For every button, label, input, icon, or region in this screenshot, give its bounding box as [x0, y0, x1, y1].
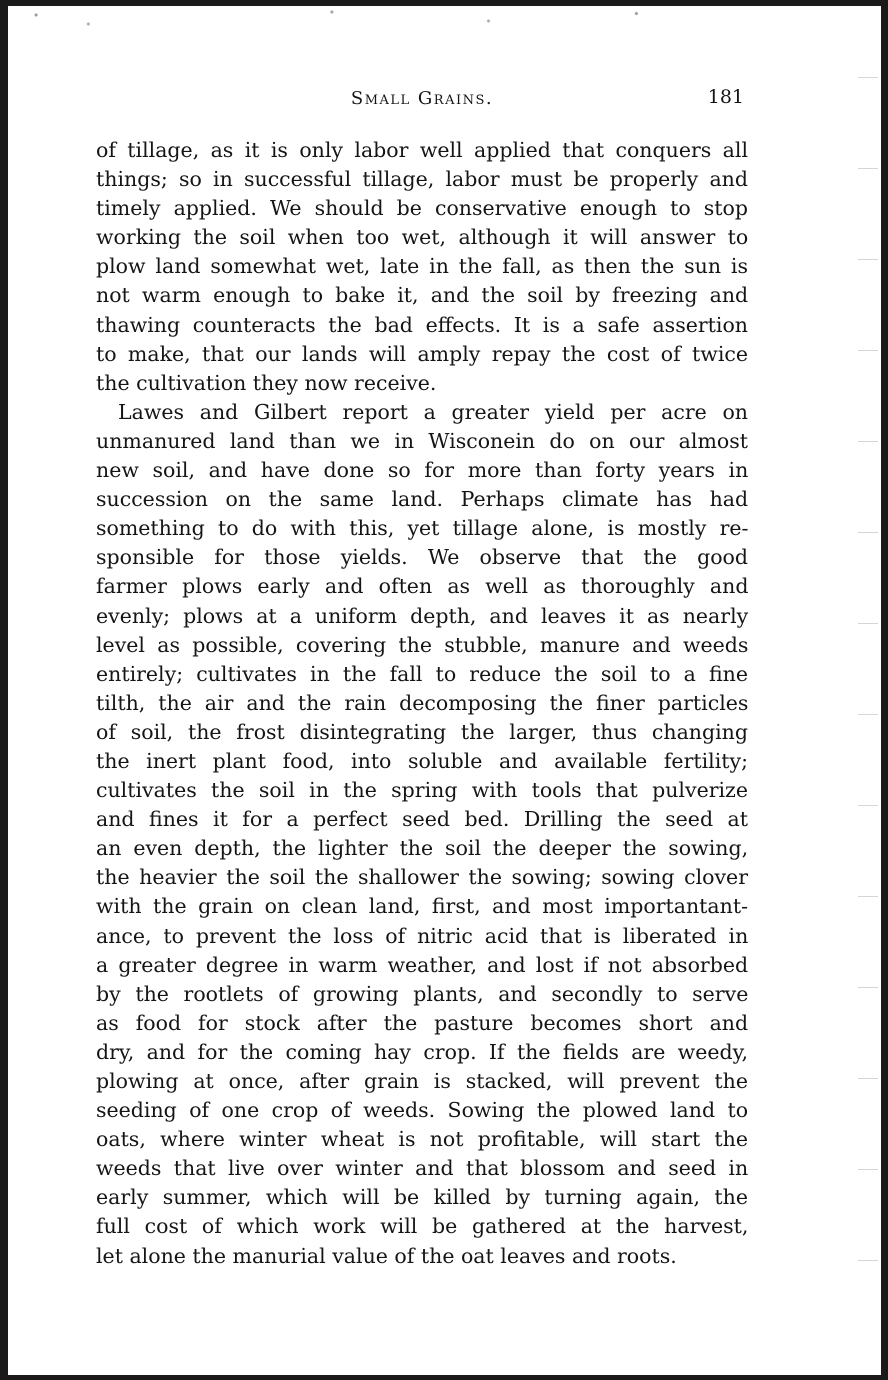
text-line: level as possible, covering the stubble, manure and weeds — [96, 632, 749, 657]
text-line: the cultivation they now receive. — [96, 370, 437, 395]
text-line: sponsible for those yields. We observe that the good — [96, 545, 748, 570]
text-line: and fines it for a perfect seed bed. Drilling the seed at — [96, 807, 748, 832]
text-line: seeding of one crop of weeds. Sowing the plowed land to — [96, 1098, 749, 1123]
text-line: evenly; plows at a uniform depth, and leaves it as nearly — [96, 603, 749, 628]
text-line: succession on the same land. Perhaps climate has had — [96, 487, 749, 512]
text-line: weeds that live over winter and that blossom and seed in — [96, 1156, 749, 1181]
paragraph-2 — [96, 398, 748, 1271]
text-line: an even depth, the lighter the soil the deeper the sowing, — [96, 836, 749, 861]
text-line: to make, that our lands will amply repay the cost of twice — [96, 341, 748, 366]
text-line: ance, to prevent the loss of nitric acid that is liberated in — [96, 923, 749, 948]
text-line: with the grain on clean land, first, and most importantant- — [96, 894, 749, 919]
chapter-title: Small Grains. — [350, 88, 494, 109]
paragraph-1 — [96, 136, 748, 398]
text-line: let alone the manurial value of the oat leaves and roots. — [96, 1243, 677, 1268]
text-line: thawing counteracts the bad effects. It is a safe assertion — [96, 312, 748, 337]
text-line: of soil, the frost disintegrating the larger, thus changing — [96, 719, 748, 744]
text-line: by the rootlets of growing plants, and secondly to serve — [96, 981, 749, 1006]
text-line: not warm enough to bake it, and the soil by freezing and — [96, 283, 749, 308]
text-line: dry, and for the coming hay crop. If the fields are weedy, — [96, 1039, 748, 1064]
text-line: oats, where winter wheat is not profitable, will start the — [96, 1127, 748, 1152]
running-head — [96, 80, 748, 116]
text-line: entirely; cultivates in the fall to reduce the soil to a fine — [96, 661, 748, 686]
text-line: a greater degree in warm weather, and lost if not absorbed — [96, 952, 749, 977]
page-number: 181 — [707, 86, 744, 108]
text-line: the heavier the soil the shallower the sowing; sowing clover — [96, 865, 748, 890]
scan-noise-right — [858, 40, 878, 1340]
text-line: new soil, and have done so for more than forty years in — [96, 458, 749, 483]
text-line: tilth, the air and the rain decomposing the finer particles — [96, 690, 749, 715]
text-line: timely applied. We should be conservative enough to stop — [96, 196, 748, 221]
text-line: unmanured land than we in Wisconein do on our almost — [96, 428, 748, 453]
body-text — [96, 136, 748, 1271]
text-line: plow land somewhat wet, late in the fall, as then the sun is — [96, 254, 748, 279]
text-line: plowing at once, after grain is stacked, will prevent the — [96, 1069, 748, 1093]
text-line: early summer, which will be killed by turning again, the — [96, 1185, 748, 1210]
text-line: full cost of which work will be gathered at the harvest, — [96, 1214, 749, 1239]
text-line: farmer plows early and often as well as thoroughly and — [96, 574, 749, 599]
text-line: as food for stock after the pasture becomes short and — [96, 1010, 749, 1035]
scan-noise-top — [10, 6, 880, 36]
text-line: working the soil when too wet, although it will answer to — [96, 225, 749, 250]
text-line: of tillage, as it is only labor well applied that conquers all — [96, 138, 748, 162]
text-line: the inert plant food, into soluble and available fertility; — [96, 748, 748, 773]
text-line: Lawes and Gilbert report a greater yield per acre on — [118, 399, 748, 424]
text-line: things; so in successful tillage, labor must be properly and — [96, 167, 748, 192]
book-page — [96, 80, 748, 1271]
text-line: something to do with this, yet tillage alone, is mostly re- — [96, 516, 749, 541]
text-line: cultivates the soil in the spring with tools that pulverize — [96, 778, 748, 803]
